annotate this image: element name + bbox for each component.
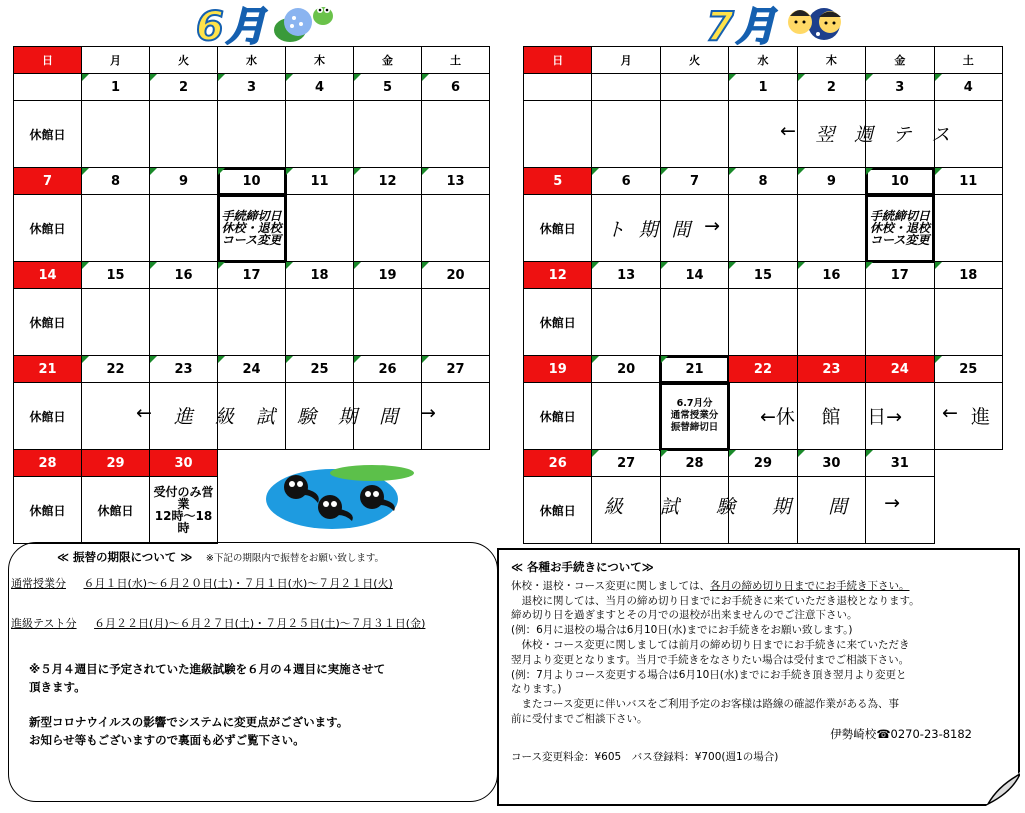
day-cell [592, 383, 660, 450]
day-number: 17 [866, 262, 934, 289]
day-cell [286, 289, 354, 356]
day-number: 4 [934, 74, 1002, 101]
deadline-note-line: コース変更 [870, 233, 930, 247]
arrow-char: 期 [337, 406, 357, 428]
day-number [524, 74, 592, 101]
test-label: 進級テスト分 [11, 617, 77, 630]
day-cell [150, 101, 218, 168]
empty-cell [422, 477, 490, 544]
makeup-note-line: 振替締切日 [670, 422, 719, 433]
empty-cell [934, 450, 1002, 477]
closed-day-label: 休館日 [524, 195, 592, 262]
june-title: 6月 [196, 3, 268, 50]
closed-day-label: 休館日 [524, 383, 592, 450]
day-cell [218, 289, 286, 356]
day-number: 21 [660, 356, 728, 383]
arrow-char: 日→ [867, 406, 902, 428]
weekday-header: 土 [934, 47, 1002, 74]
arrow-char: テ [892, 124, 912, 146]
panel-title: ≪ 振替の期限について ≫ [57, 550, 193, 564]
day-cell [660, 289, 728, 356]
closed-day-label: 休館日 [14, 195, 82, 262]
day-number: 12 [354, 168, 422, 195]
day-number: 13 [592, 262, 660, 289]
closed-day-label: 休館日 [14, 477, 82, 544]
deadline-note [218, 195, 286, 262]
arrow-glyph: ← [942, 402, 958, 424]
june-title-area [196, 0, 338, 50]
makeup-note-line: 6.7月分 [676, 398, 713, 409]
makeup-deadline-panel [8, 542, 498, 802]
july-exam-arrow-2 [604, 492, 900, 519]
day-cell [354, 289, 422, 356]
panel-title-row [57, 549, 384, 565]
weekday-header: 火 [150, 47, 218, 74]
procedures-line: 退校に関しては、当月の締め切り日までにお手続きに来ていただき退校となります。 [511, 594, 920, 607]
july-test-period-arrow-2 [606, 215, 720, 242]
day-cell [592, 101, 660, 168]
empty-cell [422, 450, 490, 477]
day-number: 25 [934, 356, 1002, 383]
day-number: 26 [524, 450, 592, 477]
day-number: 31 [866, 450, 934, 477]
day-number: 8 [82, 168, 150, 195]
day-cell [866, 289, 934, 356]
day-number: 30 [150, 450, 218, 477]
procedures-panel [497, 548, 1020, 806]
hydrangea-frog-icon [268, 2, 338, 44]
arrow-char: ←休 [760, 406, 795, 428]
day-number: 6 [422, 74, 490, 101]
day-number: 28 [14, 450, 82, 477]
closed-day-label: 休館日 [524, 477, 592, 544]
closed-day-label: 休館日 [14, 289, 82, 356]
weekday-header: 月 [82, 47, 150, 74]
day-number: 23 [150, 356, 218, 383]
day-cell [660, 101, 728, 168]
day-number: 8 [729, 168, 797, 195]
deadline-note-line: 休校・退校 [221, 221, 282, 235]
arrow-glyph: → [884, 492, 900, 514]
day-number: 22 [729, 356, 797, 383]
makeup-note-line: 通常授業分 [670, 410, 719, 421]
arrow-char: 期 [772, 496, 792, 518]
exam-notice-line2: 頂きます。 [29, 680, 86, 694]
day-number: 27 [422, 356, 490, 383]
day-cell [422, 289, 490, 356]
arrow-char: 験 [296, 406, 316, 428]
day-number: 12 [524, 262, 592, 289]
day-number: 6 [592, 168, 660, 195]
day-cell [286, 101, 354, 168]
closed-day-label: 休館日 [14, 101, 82, 168]
day-number: 5 [524, 168, 592, 195]
day-number: 1 [729, 74, 797, 101]
day-number: 3 [866, 74, 934, 101]
arrow-char: 館 [821, 406, 841, 428]
day-number: 25 [286, 356, 354, 383]
day-number: 29 [729, 450, 797, 477]
procedures-line: (例：6月に退校の場合は6月10日(水)までにお手続きをお願い致します。) [511, 624, 853, 637]
day-number: 4 [286, 74, 354, 101]
procedures-line: 締め切り日を過ぎますとその月での退校が出来ませんのでご注意下さい。 [511, 609, 858, 622]
deadline-note-line: コース変更 [221, 233, 282, 247]
weekday-header: 金 [354, 47, 422, 74]
day-number: 3 [218, 74, 286, 101]
july-test-period-arrow-1 [780, 120, 950, 147]
weekday-header: 日 [14, 47, 82, 74]
procedures-line: 休校・退校・コース変更に関しましては、各月の締め切り日までにお手続き下さい。 [511, 579, 910, 592]
day-number: 15 [729, 262, 797, 289]
day-number: 1 [82, 74, 150, 101]
day-number: 29 [82, 450, 150, 477]
test-period: ６月２２日(月)〜６月２７日(土)・７月２５日(土)〜７月３１日(金) [94, 617, 426, 630]
day-number: 15 [82, 262, 150, 289]
day-cell [729, 195, 797, 262]
fees-line: コース変更料金：¥605 バス登録料：¥700(週1の場合) [511, 750, 779, 763]
weekday-header: 日 [524, 47, 592, 74]
day-number: 14 [660, 262, 728, 289]
day-cell [422, 101, 490, 168]
arrow-char: 週 [853, 124, 873, 146]
day-number: 24 [866, 356, 934, 383]
panel-title: ≪ 各種お手続きについて≫ [511, 560, 654, 574]
contact-phone: 伊勢崎校☎0270-23-8182 [830, 726, 972, 741]
july-title-area [706, 0, 850, 50]
day-cell [286, 195, 354, 262]
day-number: 2 [150, 74, 218, 101]
day-number: 13 [422, 168, 490, 195]
arrow-char: 試 [255, 406, 275, 428]
procedures-line: (例：7月よりコース変更する場合は6月10日(水)までにお手続き頂き翌月より変更と [511, 668, 907, 681]
deadline-note [866, 195, 934, 262]
day-number [660, 74, 728, 101]
reception-note-line: 12時〜18時 [154, 509, 213, 535]
weekday-header: 木 [286, 47, 354, 74]
day-number: 28 [660, 450, 728, 477]
arrow-char: ス [930, 124, 950, 146]
closed-day-label: 休館日 [14, 383, 82, 450]
procedures-line: なります。) [511, 683, 562, 696]
day-number: 7 [14, 168, 82, 195]
arrow-char: 進 [173, 406, 193, 428]
arrow-char: 間 [671, 219, 691, 241]
weekday-header: 金 [866, 47, 934, 74]
day-cell [82, 195, 150, 262]
reception-note-line: 受付のみ営業 [153, 485, 214, 511]
day-number: 14 [14, 262, 82, 289]
day-number: 10 [218, 168, 286, 195]
day-number: 27 [592, 450, 660, 477]
regular-lesson-period: ６月１日(水)〜６月２０日(土)・７月１日(水)〜７月２１日(火) [83, 577, 393, 590]
day-cell [934, 289, 1002, 356]
day-number: 16 [797, 262, 865, 289]
day-number: 7 [660, 168, 728, 195]
arrow-char: 進 [970, 406, 990, 428]
makeup-deadline-note [660, 383, 728, 450]
july-title: 7月 [706, 3, 778, 50]
arrow-glyph: ← [136, 402, 152, 424]
day-cell [218, 101, 286, 168]
day-cell [82, 101, 150, 168]
weekday-header: 水 [729, 47, 797, 74]
day-number: 24 [218, 356, 286, 383]
day-number: 22 [82, 356, 150, 383]
arrow-glyph: → [420, 402, 436, 424]
day-number: 21 [14, 356, 82, 383]
day-number: 23 [797, 356, 865, 383]
procedures-line: 翌月より変更となります。当月で手続きをなさりたい場合は受付までご相談下さい。 [511, 653, 910, 666]
deadline-note-line: 休校・退校 [869, 221, 930, 235]
procedures-line: またコース変更に伴いバスをご利用予定のお客様は路線の確認作業がある為、事 [511, 698, 899, 711]
day-number [14, 74, 82, 101]
july-exam-arrow-1 [942, 402, 990, 429]
closed-day-label: 休館日 [524, 289, 592, 356]
arrow-char: 翌 [815, 124, 835, 146]
day-cell [729, 289, 797, 356]
arrow-glyph: → [704, 215, 720, 237]
covid-notice-line1: 新型コロナウイルスの影響でシステムに変更点がございます。 [29, 715, 349, 729]
arrow-char: 験 [716, 496, 736, 518]
arrow-char: 試 [660, 496, 680, 518]
covid-notice-line2: お知らせ等もございますので裏面も必ずご覧下さい。 [29, 733, 305, 747]
day-number: 9 [150, 168, 218, 195]
day-number: 26 [354, 356, 422, 383]
day-number: 10 [866, 168, 934, 195]
day-cell [797, 289, 865, 356]
day-cell [82, 289, 150, 356]
page-curl-icon [986, 772, 1020, 806]
arrow-char: 級 [214, 406, 234, 428]
day-number: 9 [797, 168, 865, 195]
day-cell [354, 195, 422, 262]
day-number: 30 [797, 450, 865, 477]
day-number: 2 [797, 74, 865, 101]
day-number: 16 [150, 262, 218, 289]
weekday-header: 月 [592, 47, 660, 74]
day-number: 17 [218, 262, 286, 289]
june-exam-period-arrow [136, 402, 436, 429]
arrow-char: 間 [828, 496, 848, 518]
test-row [11, 615, 425, 631]
day-cell [797, 195, 865, 262]
day-number: 20 [592, 356, 660, 383]
day-cell [592, 289, 660, 356]
exam-notice-line1: ※５月４週目に予定されていた進級試験を６月の４週目に実施させて [29, 662, 386, 676]
day-number: 20 [422, 262, 490, 289]
day-cell [524, 101, 592, 168]
arrow-char: 間 [379, 406, 399, 428]
day-number: 11 [934, 168, 1002, 195]
day-number: 19 [354, 262, 422, 289]
day-cell [354, 101, 422, 168]
panel-subtitle: ※下記の期限内で振替をお願い致します。 [205, 553, 385, 564]
deadline-note-line: 手続締切日 [221, 209, 282, 223]
arrow-char: 級 [604, 496, 624, 518]
weekday-header: 水 [218, 47, 286, 74]
procedures-line: 休校・コース変更に関しましては前月の締め切り日までにお手続きに来ていただき [511, 638, 910, 651]
july-closed-arrow [760, 402, 902, 429]
arrow-char: 期 [638, 219, 658, 241]
day-number: 11 [286, 168, 354, 195]
regular-lesson-label: 通常授業分 [11, 577, 66, 590]
day-number: 5 [354, 74, 422, 101]
tadpoles-illustration [262, 459, 420, 531]
procedures-line: 前に受付までご相談下さい。 [511, 712, 648, 725]
deadline-note-line: 手続締切日 [869, 209, 930, 223]
reception-note [150, 477, 218, 544]
tanabata-icon [778, 2, 850, 44]
day-number: 18 [286, 262, 354, 289]
day-cell [422, 195, 490, 262]
day-number [592, 74, 660, 101]
weekday-header: 火 [660, 47, 728, 74]
weekday-header: 木 [797, 47, 865, 74]
day-cell [934, 195, 1002, 262]
day-number: 19 [524, 356, 592, 383]
arrow-glyph: ← [780, 120, 796, 142]
day-cell [150, 195, 218, 262]
regular-lesson-row [11, 575, 393, 591]
arrow-char: ト [606, 219, 626, 241]
closed-day-label: 休館日 [82, 477, 150, 544]
day-cell [150, 289, 218, 356]
weekday-header: 土 [422, 47, 490, 74]
day-number: 18 [934, 262, 1002, 289]
empty-cell [934, 477, 1002, 544]
